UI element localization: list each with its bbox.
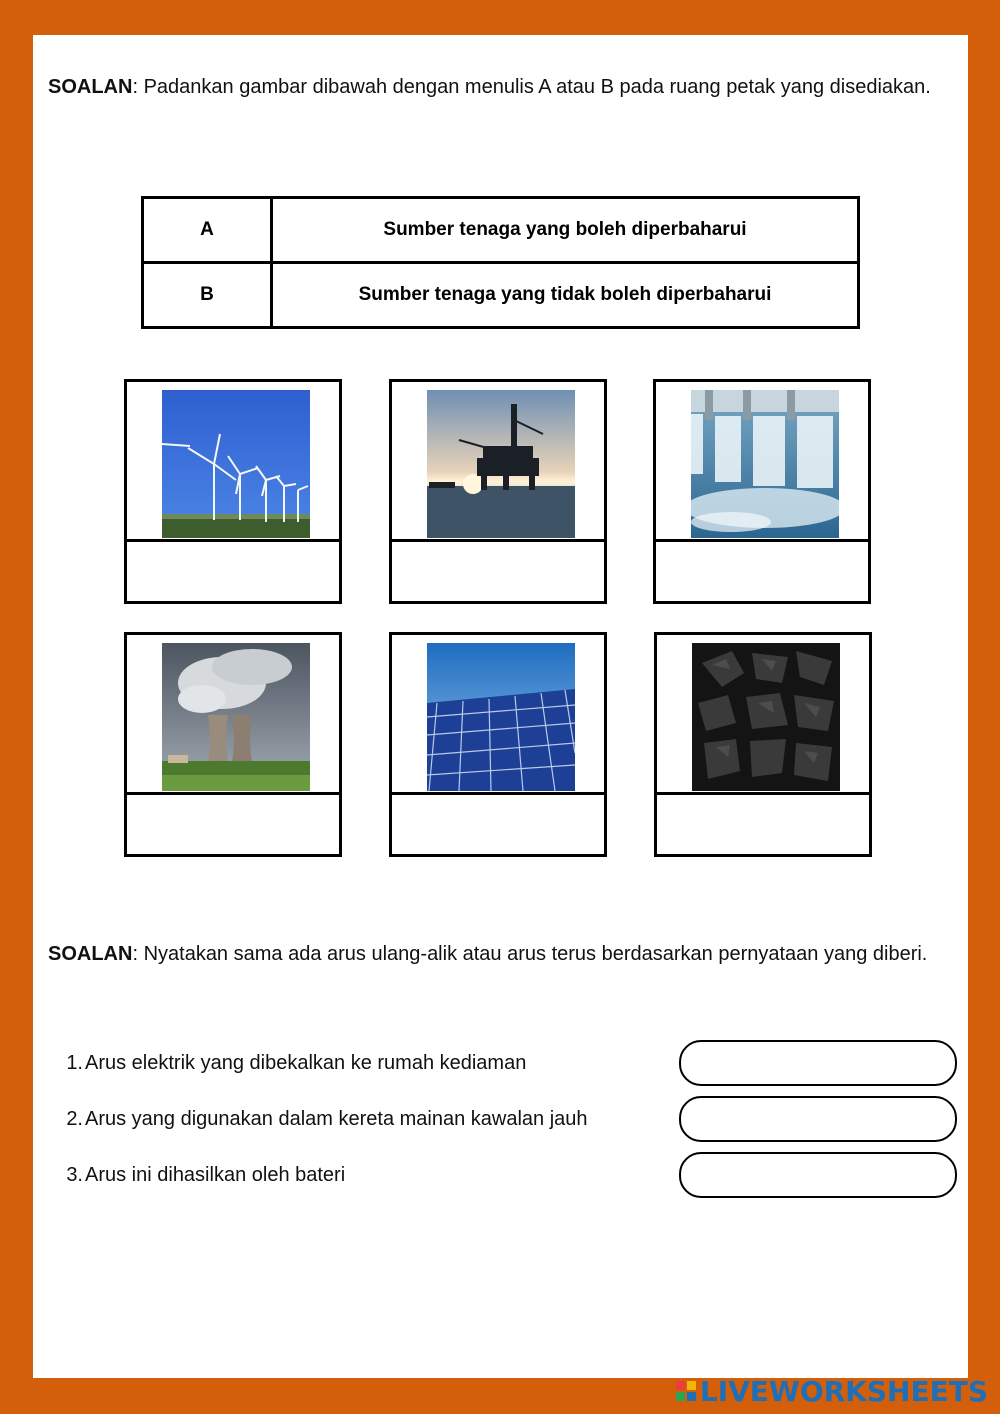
picture-card-hydro <box>653 379 871 604</box>
liveworksheets-logo[interactable] <box>676 1376 988 1406</box>
picture-card-solar <box>389 632 607 857</box>
question-1-text: : Padankan gambar dibawah dengan menulis A atau B pada ruang petak yang disediakan. <box>132 76 931 98</box>
question-2 <box>48 929 948 979</box>
logo-blocks-icon <box>676 1381 696 1401</box>
answer-field-3[interactable] <box>679 1152 957 1198</box>
question-1-label: SOALAN <box>48 76 133 98</box>
answer-box-oil-platform[interactable] <box>392 539 604 601</box>
legend-key-a: A <box>143 198 272 263</box>
statement-text: Arus yang digunakan dalam kereta mainan kawalan jauh <box>85 1108 588 1130</box>
logo-block <box>676 1392 685 1401</box>
answer-box-coal[interactable] <box>657 792 869 854</box>
statement-text: Arus elektrik yang dibekalkan ke rumah kediaman <box>85 1052 527 1074</box>
answer-box-solar[interactable] <box>392 792 604 854</box>
question-2-text: : Nyatakan sama ada arus ulang-alik atau arus terus berdasarkan pernyataan yang diberi. <box>132 943 928 965</box>
picture-card-oil-platform <box>389 379 607 604</box>
picture-card-nuclear <box>124 632 342 857</box>
logo-block <box>687 1381 696 1390</box>
wind-turbines-image <box>162 390 310 538</box>
picture-card-coal <box>654 632 872 857</box>
legend-row-a <box>143 198 859 263</box>
statement-number: 2. <box>66 1108 83 1130</box>
question-1 <box>48 62 948 112</box>
nuclear-plant-image <box>162 643 310 791</box>
logo-text: LIVEWORKSHEETS <box>699 1374 988 1408</box>
answer-box-nuclear[interactable] <box>127 792 339 854</box>
solar-panels-image <box>427 643 575 791</box>
answer-field-1[interactable] <box>679 1040 957 1086</box>
legend-desc-b: Sumber tenaga yang tidak boleh diperbaharui <box>272 263 859 328</box>
answer-box-wind[interactable] <box>127 539 339 601</box>
logo-block <box>676 1381 685 1390</box>
worksheet-page <box>33 35 968 1378</box>
legend-table <box>141 196 860 329</box>
oil-platform-image <box>427 390 575 538</box>
legend-desc-a: Sumber tenaga yang boleh diperbaharui <box>272 198 859 263</box>
statement-text: Arus ini dihasilkan oleh bateri <box>85 1164 346 1186</box>
statement-row <box>63 1152 953 1208</box>
statement-number: 3. <box>66 1164 83 1186</box>
statement-number: 1. <box>66 1052 83 1074</box>
logo-block <box>687 1392 696 1401</box>
statement-list <box>63 1040 953 1208</box>
statement-row <box>63 1096 953 1152</box>
picture-card-wind <box>124 379 342 604</box>
legend-key-b: B <box>143 263 272 328</box>
answer-box-hydro[interactable] <box>656 539 868 601</box>
answer-field-2[interactable] <box>679 1096 957 1142</box>
statement-row <box>63 1040 953 1096</box>
question-2-label: SOALAN <box>48 943 133 965</box>
hydro-dam-image <box>691 390 839 538</box>
legend-row-b <box>143 263 859 328</box>
coal-image <box>692 643 840 791</box>
